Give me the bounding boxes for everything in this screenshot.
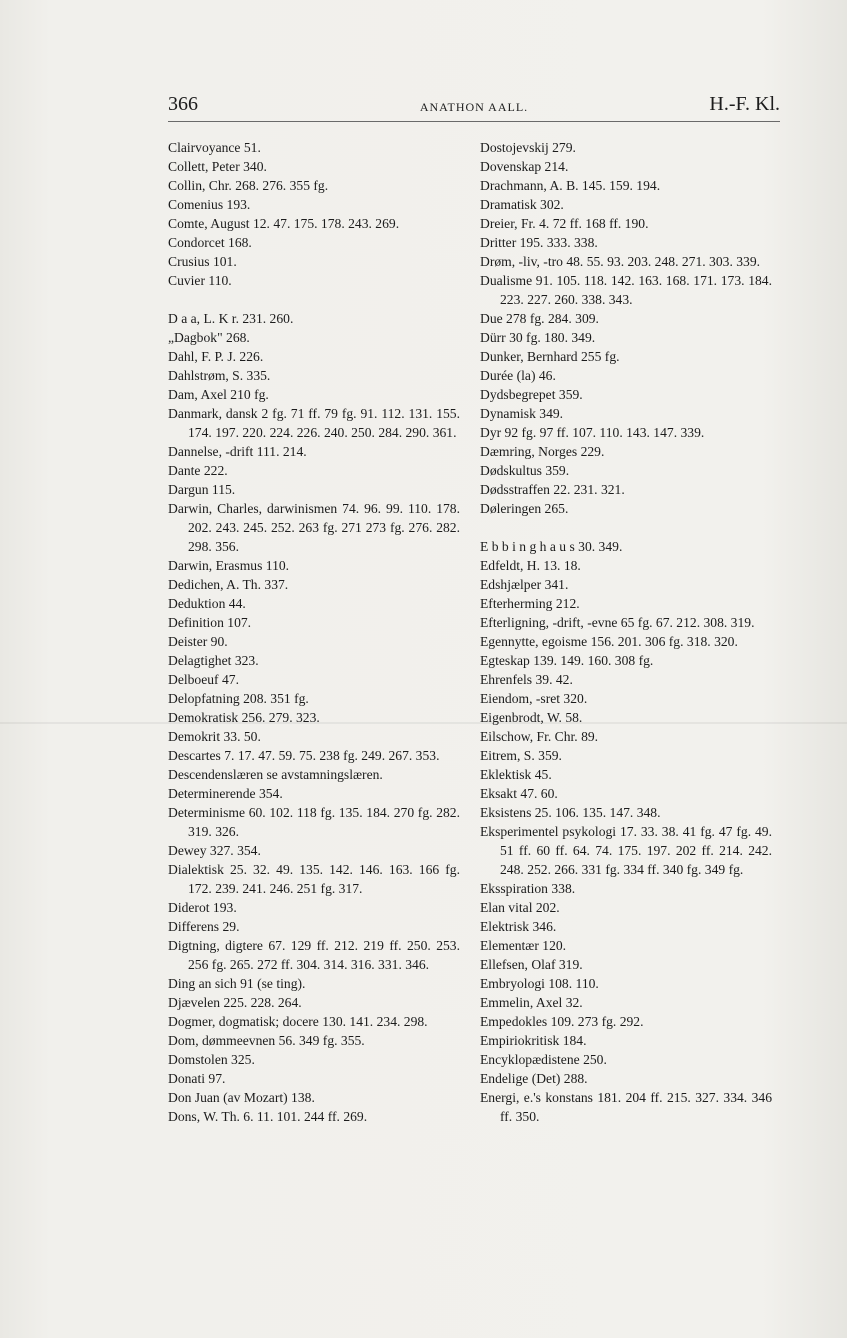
index-entry: Comenius 193. xyxy=(168,197,251,212)
index-entry: Dreier, Fr. 4. 72 ff. 168 ff. 190. xyxy=(480,216,649,231)
header-rule xyxy=(168,121,780,122)
index-entry: Ding an sich 91 (se ting). xyxy=(168,976,306,991)
index-entry: Dialektisk 25. 32. 49. 135. 142. 146. 163. 166 fg. 172. 239. 241. 246. 251 fg. 317. xyxy=(168,862,460,896)
index-entry: Døleringen 265. xyxy=(480,501,569,516)
index-entry: Domstolen 325. xyxy=(168,1052,255,1067)
index-entry: Ellefsen, Olaf 319. xyxy=(480,957,583,972)
index-entry: Egteskap 139. 149. 160. 308 fg. xyxy=(480,653,654,668)
index-entry: Dunker, Bernhard 255 fg. xyxy=(480,349,620,364)
index-entry: Drachmann, A. B. 145. 159. 194. xyxy=(480,178,661,193)
index-entry: Eigenbrodt, W. 58. xyxy=(480,710,583,725)
index-entry: Dramatisk 302. xyxy=(480,197,564,212)
index-entry: Dom, dømmeevnen 56. 349 fg. 355. xyxy=(168,1033,365,1048)
page-number: 366 xyxy=(168,93,198,115)
index-entry: Deduktion 44. xyxy=(168,596,246,611)
index-entry: Dahlstrøm, S. 335. xyxy=(168,368,271,383)
index-entry: Eksistens 25. 106. 135. 147. 348. xyxy=(480,805,661,820)
index-entry: Don Juan (av Mozart) 138. xyxy=(168,1090,315,1105)
index-entry: Delopfatning 208. 351 fg. xyxy=(168,691,309,706)
index-entry: Dæmring, Norges 229. xyxy=(480,444,605,459)
index-entry: Dedichen, A. Th. 337. xyxy=(168,577,289,592)
index-entry: Eiendom, -sret 320. xyxy=(480,691,588,706)
index-entry: Dostojevskij 279. xyxy=(480,140,576,155)
index-entry: Darwin, Erasmus 110. xyxy=(168,558,290,573)
index-entry: Eksspiration 338. xyxy=(480,881,576,896)
index-entry: Dam, Axel 210 fg. xyxy=(168,387,269,402)
index-entry: Differens 29. xyxy=(168,919,240,934)
index-entry: Egennytte, egoisme 156. 201. 306 fg. 318. 320. xyxy=(480,634,738,649)
index-entry: Dogmer, dogmatisk; docere 130. 141. 234. 298. xyxy=(168,1014,428,1029)
index-entry: Dødskultus 359. xyxy=(480,463,570,478)
index-entry: Elektrisk 346. xyxy=(480,919,557,934)
index-entry: Dannelse, -drift 111. 214. xyxy=(168,444,307,459)
index-entry: Elementær 120. xyxy=(480,938,567,953)
index-entry: „Dagbok" 268. xyxy=(168,330,250,345)
index-entry: Donati 97. xyxy=(168,1071,226,1086)
index-entry: Endelige (Det) 288. xyxy=(480,1071,588,1086)
index-entry: Eilschow, Fr. Chr. 89. xyxy=(480,729,599,744)
index-entry: Cuvier 110. xyxy=(168,273,232,288)
index-entry: Drøm, -liv, -tro 48. 55. 93. 203. 248. 271. 303. 339. xyxy=(480,254,761,269)
index-entry: Eklektisk 45. xyxy=(480,767,552,782)
index-entry: Dargun 115. xyxy=(168,482,236,497)
index-entry: Dualisme 91. 105. 118. 142. 163. 168. 171. 173. 184. 223. 227. 260. 338. 343. xyxy=(480,273,772,307)
index-entry: Eksakt 47. 60. xyxy=(480,786,558,801)
index-entry: Djævelen 225. 228. 264. xyxy=(168,995,302,1010)
index-entry: Energi, e.'s konstans 181. 204 ff. 215. 327. 334. 346 ff. 350. xyxy=(480,1090,772,1124)
index-entry: Edshjælper 341. xyxy=(480,577,569,592)
index-entry: Dovenskap 214. xyxy=(480,159,569,174)
index-entry: Descartes 7. 17. 47. 59. 75. 238 fg. 249. 267. 353. xyxy=(168,748,440,763)
index-entry: Collett, Peter 340. xyxy=(168,159,267,174)
index-entry: Dons, W. Th. 6. 11. 101. 244 ff. 269. xyxy=(168,1109,368,1124)
index-entry: Dritter 195. 333. 338. xyxy=(480,235,598,250)
index-entry: Delboeuf 47. xyxy=(168,672,239,687)
index-entry: Demokrit 33. 50. xyxy=(168,729,261,744)
index-entry: Demokratisk 256. 279. 323. xyxy=(168,710,320,725)
running-title: ANATHON AALL. xyxy=(419,100,529,114)
index-entry: Dewey 327. 354. xyxy=(168,843,261,858)
index-entry: Deister 90. xyxy=(168,634,228,649)
index-entry: Darwin, Charles, darwinismen 74. 96. 99. 110. 178. 202. 243. 245. 252. 263 fg. 271 273 fg. 276. 282. 298. 356. xyxy=(168,501,460,554)
index-entry: Digtning, digtere 67. 129 ff. 212. 219 ff. 250. 253. 256 fg. 265. 272 ff. 304. 314. 316. 331. 346. xyxy=(168,938,460,972)
index-entry: Efterherming 212. xyxy=(480,596,580,611)
index-entry: Determinisme 60. 102. 118 fg. 135. 184. 270 fg. 282. 319. 326. xyxy=(168,805,460,839)
index-entry: Delagtighet 323. xyxy=(168,653,259,668)
index-entry: Efterligning, -drift, -evne 65 fg. 67. 212. 308. 319. xyxy=(480,615,755,630)
index-entry: Clairvoyance 51. xyxy=(168,140,261,155)
index-entry: Diderot 193. xyxy=(168,900,237,915)
index-entry: Ehrenfels 39. 42. xyxy=(480,672,573,687)
index-entry: Descendenslæren se avstamningslæren. xyxy=(168,767,383,782)
index-entry: Dødsstraffen 22. 231. 321. xyxy=(480,482,625,497)
index-entry: Edfeldt, H. 13. 18. xyxy=(480,558,581,573)
index-column-left xyxy=(168,138,460,1126)
index-entry: Durée (la) 46. xyxy=(480,368,556,383)
index-entry: Dahl, F. P. J. 226. xyxy=(168,349,264,364)
index-entry: Comte, August 12. 47. 175. 178. 243. 269. xyxy=(168,216,400,231)
index-entry: Dante 222. xyxy=(168,463,228,478)
index-entry: Encyklopædistene 250. xyxy=(480,1052,607,1067)
index-entry: Condorcet 168. xyxy=(168,235,252,250)
index-entry: Eksperimentel psykologi 17. 33. 38. 41 fg. 47 fg. 49. 51 ff. 60 ff. 64. 74. 175. 197. 202 ff. 214. 242. 248. 252. 266. 331 fg. 334 ff. 340 fg. 349 fg. xyxy=(480,824,772,877)
index-entry: Crusius 101. xyxy=(168,254,237,269)
index-entry: Collin, Chr. 268. 276. 355 fg. xyxy=(168,178,329,193)
index-entry: Dynamisk 349. xyxy=(480,406,564,421)
letter-gap xyxy=(168,290,460,309)
index-entry: Determinerende 354. xyxy=(168,786,283,801)
index-column-right xyxy=(480,138,772,1126)
index-entry: Dyr 92 fg. 97 ff. 107. 110. 143. 147. 339. xyxy=(480,425,705,440)
index-entry: Elan vital 202. xyxy=(480,900,560,915)
index-entry: E b b i n g h a u s 30. 349. xyxy=(480,539,623,554)
index-entry: Danmark, dansk 2 fg. 71 ff. 79 fg. 91. 112. 131. 155. 174. 197. 220. 224. 226. 240. 250. 284. 290. 361. xyxy=(168,406,460,440)
index-entry: D a a, L. K r. 231. 260. xyxy=(168,311,294,326)
index-entry: Empedokles 109. 273 fg. 292. xyxy=(480,1014,644,1029)
index-entry: Dürr 30 fg. 180. 349. xyxy=(480,330,596,345)
index-entry: Dydsbegrepet 359. xyxy=(480,387,583,402)
index-entry: Embryologi 108. 110. xyxy=(480,976,599,991)
index-entry: Empiriokritisk 184. xyxy=(480,1033,587,1048)
running-header xyxy=(168,93,780,121)
index-entry: Due 278 fg. 284. 309. xyxy=(480,311,599,326)
index-entry: Eitrem, S. 359. xyxy=(480,748,562,763)
section-label: H.-F. Kl. xyxy=(709,93,780,115)
index-entry: Emmelin, Axel 32. xyxy=(480,995,583,1010)
letter-gap xyxy=(480,518,772,537)
index-entry: Definition 107. xyxy=(168,615,252,630)
